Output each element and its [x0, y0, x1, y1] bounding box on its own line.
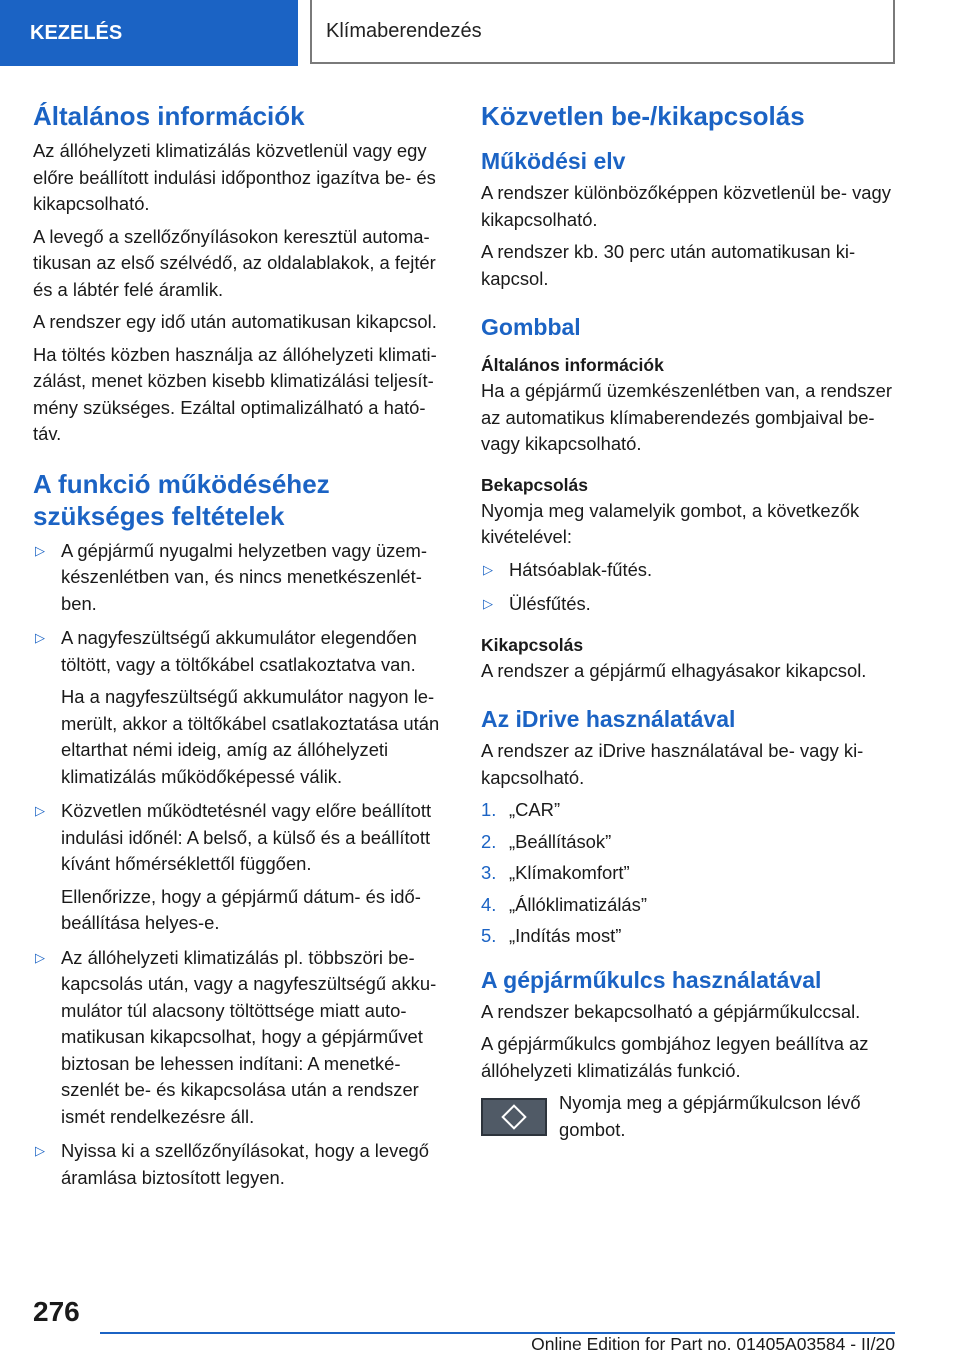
heading-button: Gombbal	[481, 314, 581, 340]
list-item	[481, 557, 895, 584]
triangle-bullet-icon: ▷	[483, 561, 493, 577]
paragraph: A rendszer kb. 30 perc után automatikusan kikapcsol.	[481, 241, 856, 289]
paragraph: A gépjárműkulcs gombjához legyen beállítva az állóhelyzeti klimatizálás funkció.	[481, 1033, 869, 1081]
left-column	[33, 100, 447, 1199]
heading-key: A gépjárműkulcs használatával	[481, 966, 822, 993]
section-tab: KEZELÉS	[0, 0, 298, 66]
list-item	[33, 1138, 447, 1191]
edition-note: Online Edition for Part no. 01405A03584 - II/20	[531, 1334, 895, 1354]
right-column	[481, 100, 895, 1149]
heading-general-info: Általános információk	[33, 101, 305, 131]
paragraph: Nyomja meg a gépjárműkulcson lévő gombot.	[559, 1092, 861, 1140]
list-item-text: Az állóhelyzeti klimatizálás pl. többszöri bekapcsolás után, vagy a nagyfeszültségű akkumulátor túl alacsony töltöttsége miatt automatikusan kikapcsolhat, hogy a gépjárművet biztosan be lehessen indítani: A menetkészenlét be- és kikapcsolása után a rendszer ismét rendelkezésre áll.	[61, 946, 437, 1127]
list-item-text: A nagyfeszültségű akkumulátor elegendően töltött, vagy a töltőkábel csatlakoztatva van.	[61, 627, 417, 675]
paragraph: A rendszer egy idő után automatikusan kikapcsol.	[33, 311, 437, 332]
triangle-bullet-icon: ▷	[35, 542, 45, 558]
page-header	[0, 0, 960, 66]
list-item-text: Nyissa ki a szellőzőnyílásokat, hogy a levegő áramlása biztosított legyen.	[61, 1140, 430, 1188]
step-number: 5.	[481, 925, 497, 946]
list-item-text: Közvetlen működtetésnél vagy előre beállított indulási időnél: A belső, a külső és a beállított kívánt hőmérséklettől függően.	[61, 800, 432, 874]
step-number: 3.	[481, 862, 497, 883]
list-item-text: A gépjármű nyugalmi helyzetben vagy üzemkészenlétben van, és nincs menetkészenlétben.	[61, 539, 427, 614]
list-item	[33, 625, 447, 790]
paragraph: A rendszer a gépjármű elhagyásakor kikapcsol.	[481, 659, 867, 681]
step-item	[481, 829, 895, 856]
heading-general-info-2: Általános információk	[481, 355, 664, 375]
paragraph: Nyomja meg valamelyik gombot, a következők kivételével:	[481, 499, 860, 547]
step-number: 4.	[481, 893, 497, 915]
paragraph: Ha a gépjármű üzemkészenlétben van, a rendszer az automatikus klímaberendezés gombjaival be- vagy kikapcsolható.	[481, 380, 892, 454]
heading-principle: Működési elv	[481, 148, 626, 174]
step-number: 1.	[481, 799, 497, 820]
list-item	[481, 591, 895, 618]
list-item-note: Ellenőrizze, hogy a gépjármű dátum- és időbeállítása helyes-e.	[61, 885, 421, 933]
idrive-steps	[481, 797, 895, 950]
paragraph: Az állóhelyzeti klimatizálás közvetlenül vagy egy előre beállított indulási időponthoz igazítva be- és kikapcsolható.	[33, 140, 436, 214]
step-text: „Klímakomfort”	[509, 862, 630, 883]
key-button-icon	[481, 1098, 547, 1136]
chapter-title: Klímaberendezés	[310, 0, 895, 64]
triangle-bullet-icon: ▷	[35, 949, 45, 965]
list-item-note: Ha a nagyfeszültségű akkumulátor nagyon lemerült, akkor a töltőkábel csatlakoztatása után eltarthat némi ideig, amíg az állóhelyzeti klimatizálás működőképessé válik.	[61, 686, 440, 787]
triangle-bullet-icon: ▷	[35, 803, 45, 818]
requirements-list	[33, 538, 447, 1192]
list-item-text: Ülésfűtés.	[509, 593, 591, 614]
paragraph: Ha töltés közben használja az állóhelyzeti klimatizálást, menet közben kisebb klimatizálási teljesítmény szükséges. Ezáltal optimalizálható a hatótáv.	[33, 343, 437, 444]
step-text: „Állóklimatizálás”	[509, 893, 647, 915]
key-instruction	[481, 1090, 895, 1149]
triangle-bullet-icon: ▷	[35, 630, 45, 645]
step-item	[481, 923, 895, 950]
paragraph: A levegő a szellőzőnyílásokon keresztül automatikusan az első szélvédő, az oldalablakok, a fejtér és a lábtér felé áramlik.	[33, 225, 436, 300]
list-item	[33, 538, 447, 618]
page-number: 276	[33, 1296, 80, 1327]
step-text: „CAR”	[509, 799, 561, 820]
heading-direct-switching: Közvetlen be-/kikapcsolás	[481, 101, 805, 131]
list-item-text: Hátsóablak-fűtés.	[509, 558, 653, 580]
list-item	[33, 798, 447, 937]
step-text: „Beállítások”	[509, 830, 612, 852]
step-text: „Indítás most”	[509, 925, 622, 946]
step-item	[481, 797, 895, 824]
step-number: 2.	[481, 830, 497, 852]
heading-switch-on: Bekapcsolás	[481, 474, 589, 495]
paragraph: A rendszer az iDrive használatával be- vagy kikapcsolható.	[481, 740, 864, 788]
triangle-bullet-icon: ▷	[483, 596, 493, 611]
step-item	[481, 892, 895, 919]
list-item	[33, 945, 447, 1131]
step-item	[481, 860, 895, 887]
heading-idrive: Az iDrive használatával	[481, 706, 736, 732]
paragraph: A rendszer bekapcsolható a gépjárműkulccsal.	[481, 1000, 861, 1022]
exceptions-list	[481, 557, 895, 618]
heading-switch-off: Kikapcsolás	[481, 634, 584, 655]
triangle-bullet-icon: ▷	[35, 1143, 45, 1158]
paragraph: A rendszer különbözőképpen közvetlenül be- vagy kikapcsolható.	[481, 182, 891, 230]
heading-requirements: A funkció működéséhez szükséges feltételek	[33, 468, 330, 531]
